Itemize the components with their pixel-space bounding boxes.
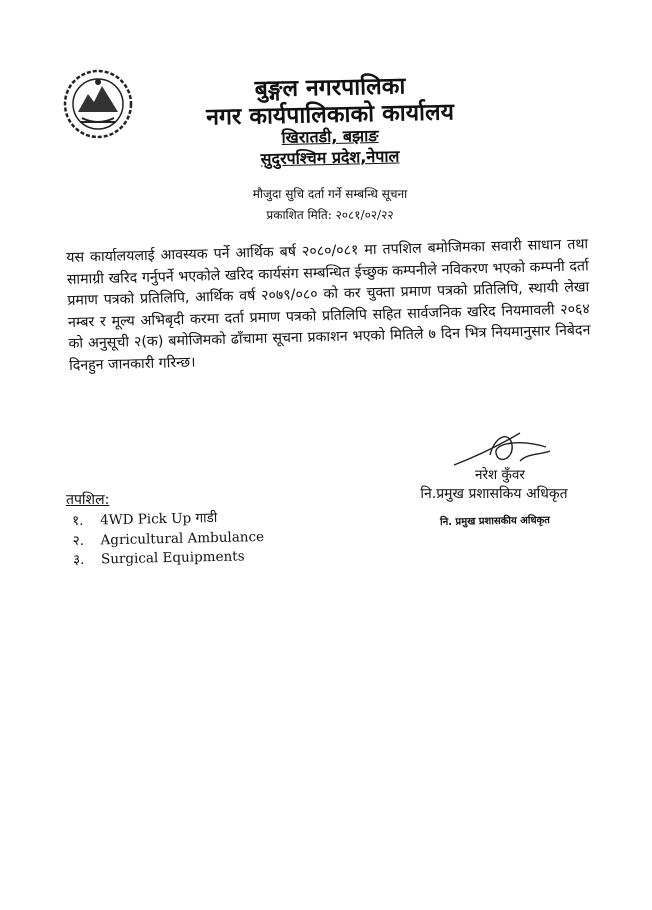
list-item-number: २. <box>72 532 85 549</box>
signatory-title: नि.प्रमुख प्रशासकिय अधिकृत <box>420 486 568 502</box>
details-heading: तपशिल: <box>66 492 110 508</box>
published-date: प्रकाशित मिति: २०८१/०२/२२ <box>266 208 394 222</box>
notice-body: यस कार्यालयलाई आवस्यक पर्ने आर्थिक बर्ष २०८०/०८१ मा तपशिल बमोजिमका सवारी साधान तथा सामाग्री खरिद गर्नुपर्ने भएकोले खरिद कार्यसंग सम्बन्धित ईच्छुक कम्पनीले नविकरण भएको कम्पनी दर्ता प्रमाण पत्रको प्रतिलिपि, आर्थिक वर्ष २०७९/०८० को कर चुक्ता प्रमाण पत्रको प्रतिलिपि, स्थायी लेखा नम्बर र मूल्य अभिबृदी करमा दर्ता प्रमाण पत्रको प्रतिलिपि सहित सार्वजनिक खरिद नियमावली २०६४ को अनुसूची २(क) बमोजिमको ढाँचामा सूचना प्रकाशन भएको मितिले ७ दिन भित्र नियमानुसार निबेदन दिनहुन जानकारी गरिन्छ। <box>66 236 591 374</box>
office-name: बुङ्गल नगरपालिका <box>254 73 406 103</box>
nepal-emblem-icon <box>62 68 134 140</box>
office-province: सुदुरपश्चिम प्रदेश,नेपाल <box>260 146 400 169</box>
official-stamp: नि. प्रमुख प्रशासकीय अधिकृत <box>439 515 551 528</box>
list-item-number: १. <box>72 512 84 529</box>
signatory-name: नरेश कुँवर <box>475 467 525 483</box>
list-item-text: Surgical Equipments <box>100 548 245 568</box>
list-item-number: ३. <box>72 551 85 568</box>
office-address: खिरातडी, बझाङ <box>281 125 379 148</box>
office-title: नगर कार्यपालिकाको कार्यालय <box>205 99 455 131</box>
list-item <box>73 547 265 571</box>
list-item-text: 4WD Pick Up गाडी <box>100 509 218 529</box>
notice-subject: मौजुदा सुचि दर्ता गर्ने सम्बन्धि सूचना <box>252 187 408 201</box>
list-item-text: Agricultural Ambulance <box>100 528 265 548</box>
details-list <box>72 508 265 570</box>
